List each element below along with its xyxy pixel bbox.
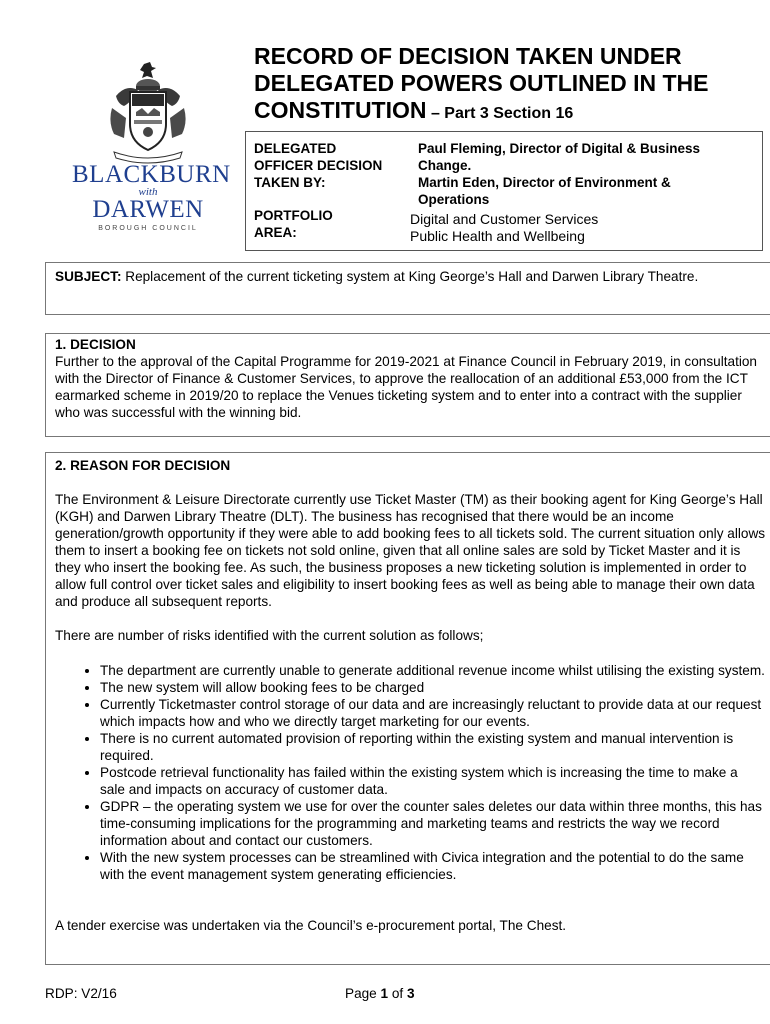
document-title (254, 43, 759, 127)
officer-label-line-3: TAKEN BY: (254, 175, 326, 190)
decision-box (45, 333, 770, 437)
list-item: • The department are currently unable to generate additional revenue income whilst utilising the existing system. (100, 662, 766, 679)
page-prefix: Page (345, 986, 381, 1001)
subject-label: SUBJECT: (55, 269, 122, 284)
portfolio-area-2: Public Health and Wellbeing (410, 228, 585, 244)
reason-paragraph-2: There are number of risks identified with the current solution as follows; (55, 628, 484, 643)
decision-heading: 1. DECISION (55, 337, 136, 352)
list-item: • With the new system processes can be streamlined with Civica integration and the potential to do the same with the event management system generating efficiencies. (100, 849, 766, 883)
officer-2-line-1: Martin Eden, Director of Environment & (418, 175, 671, 190)
decision-text: Further to the approval of the Capital Programme for 2019-2021 at Finance Council in February 2019, in consultation with the Director of Finance & Customer Services, to approve the reallocation of an additional £53,000 from the ICT earmarked scheme in 2019/20 to replace the Venues ticketing system and to enter into a contract with the supplier who was successful with the winning bid. (55, 354, 757, 420)
logo-text-borough-council: BOROUGH COUNCIL (98, 225, 198, 232)
reason-paragraph-1: The Environment & Leisure Directorate currently use Ticket Master (TM) as their booking agent for King George’s Hall (KGH) and Darwen Library Theatre (DLT). The business has recognised that there would be an income generation/growth opportunity if they were able to add booking fees to all tickets sold. The current situation only allows them to insert a booking fee on tickets not sold online, given that all online sales are sold by Ticket Master and it is they who insert the booking fee. As such, the business proposes a new ticketing solution is implemented in order to allow full control over ticket sales and eligibility to insert booking fees as well as being able to manage their own data and produce all subsequent reports. (55, 492, 766, 609)
page-of: of (388, 986, 407, 1001)
officer-1-line-1: Paul Fleming, Director of Digital & Business (418, 141, 701, 156)
list-item: • Postcode retrieval functionality has failed within the existing system which is increasing the time to make a sale and impacts on accuracy of customer data. (100, 764, 766, 798)
officer-label-line-2: OFFICER DECISION (254, 158, 383, 173)
title-main: RECORD OF DECISION TAKEN UNDER DELEGATED POWERS OUTLINED IN THE CONSTITUTION (254, 43, 709, 123)
reason-heading: 2. REASON FOR DECISION (55, 458, 231, 473)
council-crest-icon (106, 62, 190, 166)
document-reference: RDP: V2/16 (45, 986, 117, 1001)
list-item: • The new system will allow booking fees to be charged (100, 679, 766, 696)
list-item: • GDPR – the operating system we use for over the counter sales deletes our data within three months, this has time-consuming implications for the programming and marketing teams and restricts the way we record information about and contact our customers. (100, 798, 766, 849)
officer-label-line-1: DELEGATED (254, 141, 337, 156)
portfolio-area-1: Digital and Customer Services (410, 211, 599, 227)
page-number (345, 986, 415, 1001)
officer-names (418, 140, 700, 208)
header-info-box (245, 131, 763, 251)
page-total: 3 (406, 986, 415, 1001)
officer-1-line-2: Change. (418, 158, 472, 173)
risk-list (55, 662, 766, 883)
council-logo (72, 62, 231, 232)
reason-box (45, 452, 770, 965)
portfolio-label (254, 207, 333, 241)
list-item: • There is no current automated provision of reporting within the existing system and manual intervention is required. (100, 730, 766, 764)
page-current: 1 (380, 986, 389, 1001)
logo-text-blackburn: BLACKBURN (72, 161, 231, 188)
list-item: • Currently Ticketmaster control storage of our data and are increasingly reluctant to provide data at our request which impacts how and who we directly target marketing for our events. (100, 696, 766, 730)
portfolio-label-line-1: PORTFOLIO (254, 208, 333, 223)
logo-text-darwen: DARWEN (92, 196, 204, 223)
reason-paragraph-3: A tender exercise was undertaken via the Council’s e-procurement portal, The Chest. (55, 918, 567, 933)
logo-text-with: with (138, 186, 158, 198)
officer-2-line-2: Operations (418, 192, 490, 207)
portfolio-label-line-2: AREA: (254, 225, 297, 240)
title-sub: – Part 3 Section 16 (426, 105, 574, 122)
subject-value: Replacement of the current ticketing system at King George’s Hall and Darwen Library Theatre. (121, 269, 699, 284)
subject-text (55, 268, 766, 285)
subject-box (45, 262, 770, 315)
portfolio-areas (410, 211, 598, 245)
officer-label (254, 140, 382, 191)
